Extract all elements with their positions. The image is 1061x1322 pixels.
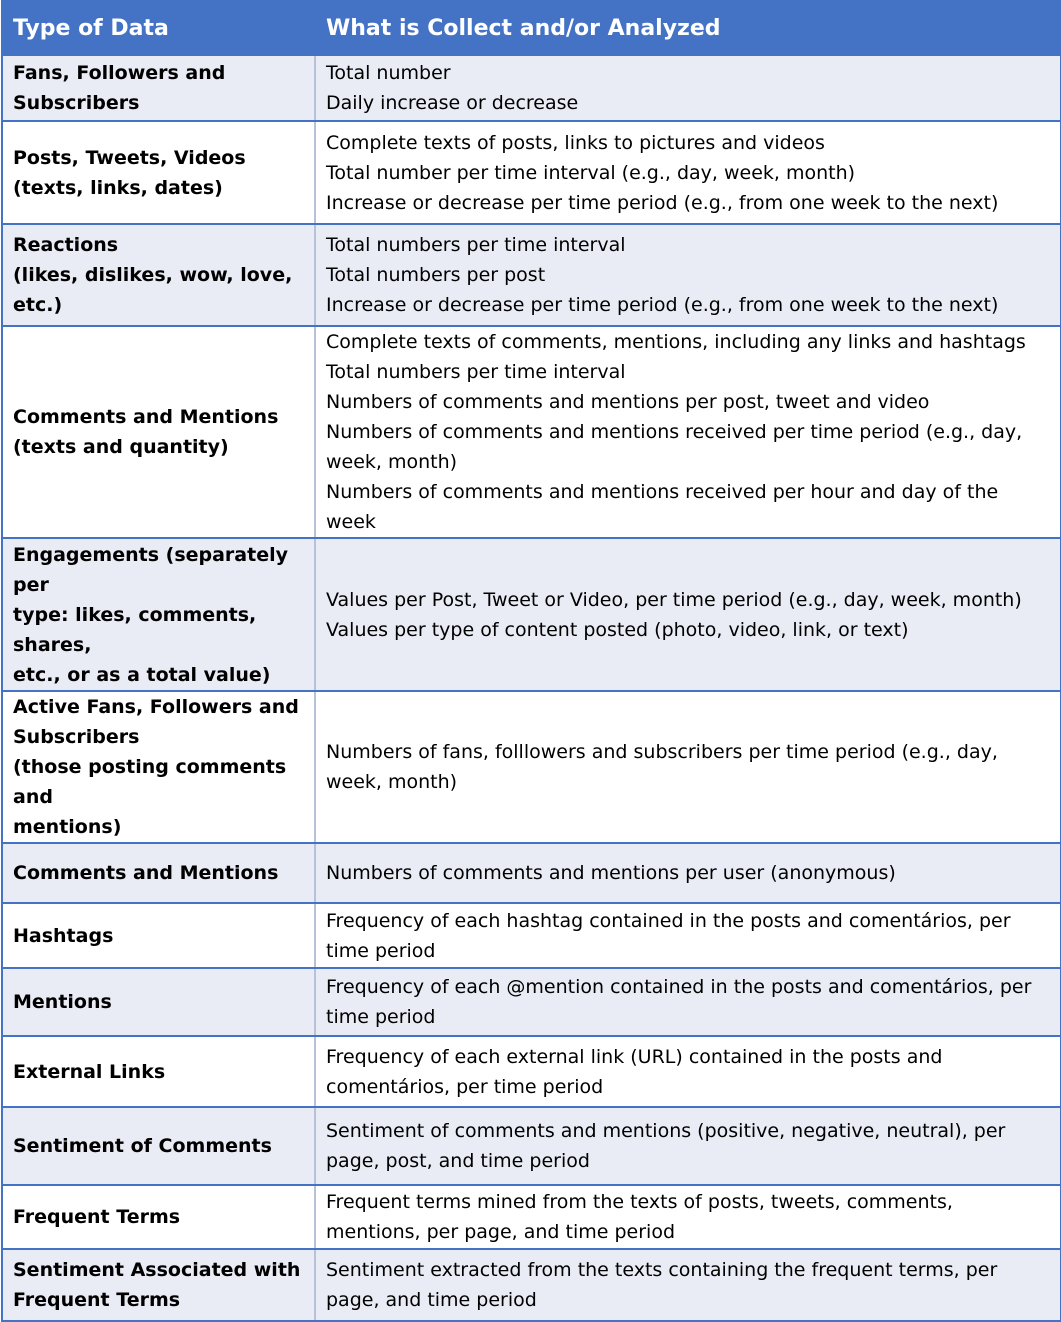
data-type-line: (texts, links, dates) bbox=[13, 176, 223, 199]
data-type-line: Active Fans, Followers and bbox=[13, 696, 299, 718]
data-type-line: Frequent Terms bbox=[13, 1206, 181, 1228]
collected-data-cell bbox=[315, 1036, 1061, 1107]
data-type-line: Subscribers bbox=[13, 92, 140, 114]
table-row bbox=[2, 903, 1061, 968]
collected-item: Total number bbox=[326, 62, 451, 84]
data-type-cell bbox=[2, 968, 315, 1036]
table-row bbox=[2, 843, 1061, 903]
collected-item: Numbers of fans, folllowers and subscribers per time period (e.g., day, week, month) bbox=[326, 741, 998, 793]
what-column-header: What is Collect and/or Analyzed bbox=[315, 1, 1061, 55]
collected-data-cell bbox=[315, 903, 1061, 968]
data-type-cell bbox=[2, 691, 315, 843]
table-row bbox=[2, 1107, 1061, 1185]
table-header-row bbox=[2, 1, 1061, 55]
data-type-cell bbox=[2, 538, 315, 691]
data-type-line: (likes, dislikes, wow, love, bbox=[13, 264, 293, 286]
data-type-line: Fans, Followers and bbox=[13, 62, 226, 84]
collected-item: Total numbers per time interval bbox=[326, 234, 626, 256]
collected-item: Daily increase or decrease bbox=[326, 92, 579, 114]
collected-data-cell bbox=[315, 224, 1061, 326]
data-type-cell bbox=[2, 121, 315, 224]
data-type-line: Sentiment of Comments bbox=[13, 1135, 272, 1157]
collected-item: Frequency of each @mention contained in the posts and comentários, per time period bbox=[326, 976, 1032, 1028]
collected-item: Frequent terms mined from the texts of posts, tweets, comments, mentions, per page, and time period bbox=[326, 1191, 953, 1243]
data-type-cell bbox=[2, 1185, 315, 1249]
data-type-line: mentions) bbox=[13, 816, 122, 838]
collected-data-cell bbox=[315, 1107, 1061, 1185]
data-type-line: Hashtags bbox=[13, 924, 114, 947]
data-type-cell bbox=[2, 843, 315, 903]
collected-data-cell bbox=[315, 121, 1061, 224]
collected-item: Complete texts of posts, links to pictures and videos bbox=[326, 131, 825, 154]
table-row bbox=[2, 121, 1061, 224]
collected-item: Numbers of comments and mentions per post, tweet and video bbox=[326, 391, 930, 413]
data-type-line: etc.) bbox=[13, 294, 63, 316]
data-type-cell bbox=[2, 326, 315, 538]
data-type-line: Posts, Tweets, Videos bbox=[13, 146, 246, 169]
collected-item: Frequency of each hashtag contained in the posts and comentários, per time period bbox=[326, 909, 1011, 962]
data-type-line: (those posting comments and bbox=[13, 756, 287, 808]
data-type-line: Frequent Terms bbox=[13, 1289, 181, 1311]
collected-item: Frequency of each external link (URL) contained in the posts and comentários, per time period bbox=[326, 1045, 943, 1098]
collected-item: Complete texts of comments, mentions, including any links and hashtags bbox=[326, 331, 1026, 353]
collected-item: Total numbers per time interval bbox=[326, 361, 626, 383]
collected-item: Sentiment extracted from the texts containing the frequent terms, per page, and time period bbox=[326, 1259, 998, 1311]
data-type-line: Subscribers bbox=[13, 726, 140, 748]
data-type-line: type: likes, comments, shares, bbox=[13, 603, 257, 656]
collected-item: Numbers of comments and mentions received per hour and day of the week bbox=[326, 481, 999, 533]
collected-item: Total numbers per post bbox=[326, 264, 546, 286]
data-type-cell bbox=[2, 1107, 315, 1185]
table-row bbox=[2, 1036, 1061, 1107]
data-type-line: Mentions bbox=[13, 991, 112, 1013]
data-type-line: Comments and Mentions bbox=[13, 406, 279, 428]
collected-item: Values per type of content posted (photo, video, link, or text) bbox=[326, 618, 909, 641]
table-row bbox=[2, 538, 1061, 691]
data-type-cell bbox=[2, 224, 315, 326]
table-row bbox=[2, 691, 1061, 843]
data-type-line: External Links bbox=[13, 1060, 166, 1083]
table-body bbox=[2, 55, 1061, 1321]
data-type-line: (texts and quantity) bbox=[13, 436, 229, 458]
collected-data-cell bbox=[315, 843, 1061, 903]
collected-item: Increase or decrease per time period (e.g., from one week to the next) bbox=[326, 294, 999, 316]
data-type-line: Engagements (separately per bbox=[13, 543, 288, 596]
collected-item: Increase or decrease per time period (e.g., from one week to the next) bbox=[326, 191, 999, 214]
collected-item: Values per Post, Tweet or Video, per time period (e.g., day, week, month) bbox=[326, 588, 1022, 611]
collected-data-cell bbox=[315, 326, 1061, 538]
data-type-line: Comments and Mentions bbox=[13, 862, 279, 884]
type-column-header: Type of Data bbox=[2, 1, 315, 55]
collected-item: Numbers of comments and mentions received per time period (e.g., day, week, month) bbox=[326, 421, 1023, 473]
data-collection-table bbox=[1, 0, 1061, 1322]
data-type-line: Sentiment Associated with bbox=[13, 1259, 301, 1281]
collected-data-cell bbox=[315, 691, 1061, 843]
data-type-line: etc., or as a total value) bbox=[13, 663, 271, 686]
collected-data-cell bbox=[315, 968, 1061, 1036]
data-type-cell bbox=[2, 55, 315, 121]
collected-item: Total number per time interval (e.g., day, week, month) bbox=[326, 161, 856, 184]
data-type-line: Reactions bbox=[13, 234, 119, 256]
table-row bbox=[2, 55, 1061, 121]
collected-data-cell bbox=[315, 55, 1061, 121]
table-row bbox=[2, 224, 1061, 326]
collected-data-cell bbox=[315, 1185, 1061, 1249]
table-row bbox=[2, 968, 1061, 1036]
data-type-cell bbox=[2, 903, 315, 968]
collected-item: Sentiment of comments and mentions (positive, negative, neutral), per page, post, and time period bbox=[326, 1120, 1006, 1172]
collected-item: Numbers of comments and mentions per user (anonymous) bbox=[326, 862, 896, 884]
collected-data-cell bbox=[315, 538, 1061, 691]
data-type-cell bbox=[2, 1036, 315, 1107]
table-row bbox=[2, 1185, 1061, 1249]
table-row bbox=[2, 326, 1061, 538]
